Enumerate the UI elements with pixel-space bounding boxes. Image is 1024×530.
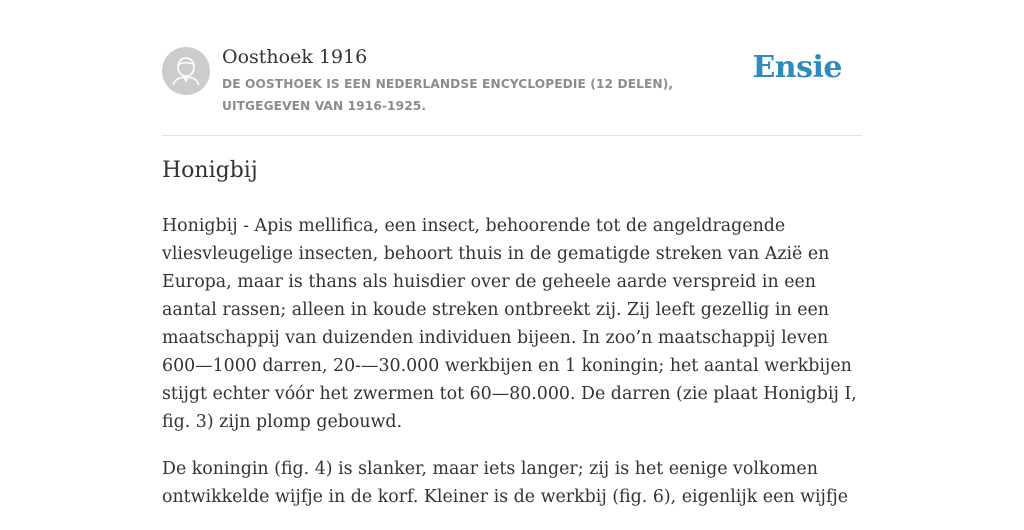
user-icon <box>162 47 210 95</box>
source-description: DE OOSTHOEK IS EEN NEDERLANDSE ENCYCLOPEDIE (12 DELEN), UITGEGEVEN VAN 1916-1925. <box>222 77 674 113</box>
article-paragraph: Honigbij - Apis mellifica, een insect, behoorende tot de angeldragende vliesvleugelige insecten, behoort thuis in de gematigde streken van Azië en Europa, maar is thans als huisdier over de geheele aarde verspreid in een aantal rassen; alleen in koude streken ontbreekt zij. Zij leeft gezellig in een maatschappij van duizenden individuen bijeen. In zoo’n maatschappij leven 600—1000 darren, 20-—30.000 werkbijen en 1 koningin; het aantal werkbijen stijgt echter vóór het zwermen tot 60—80.000. De darren (zie plaat Honigbij I, fig. 3) zijn plomp gebouwd. <box>162 216 857 432</box>
article-body <box>162 212 862 530</box>
source-avatar[interactable] <box>162 47 210 95</box>
article-paragraph: De koningin (fig. 4) is slanker, maar iets langer; zij is het eenige volkomen ontwikkelde wijfje in de korf. Kleiner is de werkbij (fig. 6), eigenlijk een wijfje <box>162 459 849 507</box>
article-title: Honigbij <box>162 158 258 183</box>
source-header <box>162 40 862 136</box>
source-title[interactable]: Oosthoek 1916 <box>222 46 368 68</box>
ensie-logo[interactable]: Ensie <box>752 50 842 85</box>
